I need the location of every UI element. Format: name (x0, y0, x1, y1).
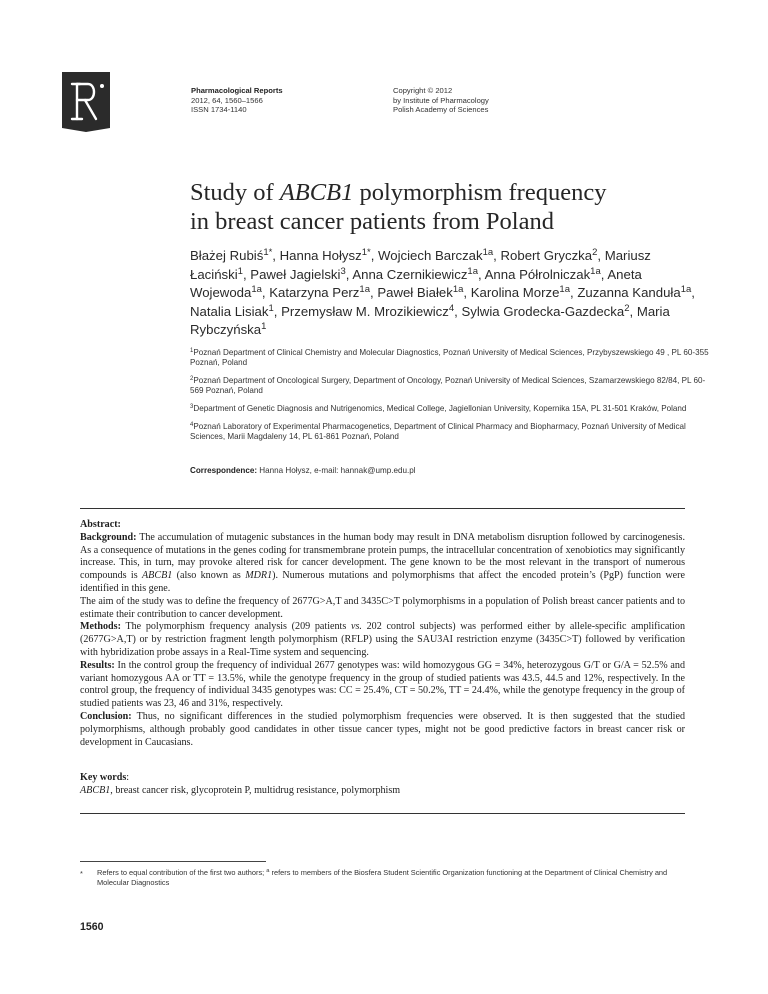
title-gene: ABCB1 (279, 179, 354, 206)
correspondence (190, 466, 710, 476)
author: Karolina Morze$^{1a}$ (470, 284, 570, 301)
author: Wojciech Barczak$^{1a}$ (378, 247, 494, 263)
affiliation: $^2$Poznań Department of Oncological Surgery, Department of Oncology, Poznań University of Medical Sciences, Szamarzewskiego 82/84, PL 60-569 Poznań, Poland (190, 376, 706, 396)
copyright-line: by Institute of Pharmacology (393, 95, 489, 105)
abstract-bottom-rule (80, 813, 685, 814)
author: Anna Półrolniczak$^{1a}$ (484, 265, 601, 282)
footnote-rule (80, 861, 266, 862)
journal-issn: ISSN 1734-1140 (191, 105, 247, 115)
title-line-2: in breast cancer patients from Poland (190, 208, 554, 235)
keywords: Key words: ABCB1, breast cancer risk, glycoprotein P, multidrug resistance, polymorphism (80, 772, 401, 796)
copyright-line: Polish Academy of Sciences (393, 105, 489, 115)
author: Paweł Jagielski$^3$ (250, 265, 346, 282)
abstract (80, 519, 685, 749)
footnote: * Refers to equal contribution of the first two authors; $^a$ refers to members of the Biosfera Student Scientific Organization functioning at the Department of Clinical Chemistry and Molecular Diagnostics (80, 868, 668, 887)
author: Przemysław M. Mrozikiewicz$^4$ (281, 302, 455, 319)
affiliation: $^3$Department of Genetic Diagnosis and Nutrigenomics, Medical College, Jagiellonian University, Kopernika 15A, PL 31-501 Kraków, Poland (190, 404, 687, 413)
journal-logo-icon (58, 72, 114, 132)
article-title (190, 178, 710, 236)
author: Anna Czernikiewicz$^{1a}$ (352, 265, 478, 282)
author: Robert Gryczka$^2$ (500, 247, 598, 263)
copyright-line: Copyright © 2012 (393, 86, 453, 95)
affiliation: $^1$Poznań Department of Clinical Chemistry and Molecular Diagnostics, Poznań University of Medical Sciences, Przybyszewskiego 49 , PL 60-355 Poznań, Poland (190, 348, 709, 368)
affiliation: $^4$Poznań Laboratory of Experimental Pharmacogenetics, Department of Clinical Pharmacy and Biopharmacy, Poznań University of Medical Sciences, Marii Magdaleny 14, PL 61-861 Poznań, Poland (190, 421, 686, 441)
title-text: Study of (190, 179, 280, 206)
abstract-background: Background: The accumulation of mutagenic substances in the human body may result in DNA metabolism disruption followed by carcinogenesis. As a consequence of mutations in the genes coding for transmembrane protein pumps, the intracellular concentration of xenobiotics may significantly increase. This, in turn, may provoke altered risk for cancer development. The gene known to be the most relevant in the transport of numerous compounds is ABCB1 (also known as MDR1). Numerous mutations and polymorphisms that affect the encoded protein’s (PgP) function were identified in this gene. (80, 531, 686, 594)
page-number: 1560 (80, 921, 104, 933)
journal-volume: 2012, 64, 1560–1566 (191, 95, 263, 105)
abstract-conclusion: Conclusion: Thus, no significant differences in the studied polymorphism frequencies were observed. It is then suggested that the studied polymorphisms, although probably good candidates in other tissue cancer types, might not be good predictive factors in breast cancer risk or development in Caucasians. (80, 710, 685, 748)
correspondence-text: Hanna Hołysz, e-mail: hannak@ump.edu.pl (259, 466, 416, 475)
footnote-mark: * (80, 869, 83, 878)
copyright-info (393, 86, 593, 115)
author: Maria Rybczyńska$^1$ (190, 303, 670, 338)
journal-info (191, 86, 371, 115)
author: Błażej Rubiś$^{1*}$ (190, 247, 273, 263)
keyword-gene: ABCB1 (80, 784, 111, 796)
author: Hanna Hołysz$^{1*}$ (279, 247, 371, 263)
keywords-heading: Key words (80, 772, 127, 783)
author-list: Błażej Rubiś$^{1*}$, Hanna Hołysz$^{1*}$, Wojciech Barczak$^{1a}$, Robert Gryczka$^2$, Mariusz Łaciński$^1$, Paweł Jagielski$^3$, Anna Czernikiewicz$^{1a}$, Anna Półrolniczak$^{1a}$, Aneta Wojewoda$^{1a}$, Katarzyna Perz$^{1a}$, Paweł Białek$^{1a}$, Karolina Morze$^{1a}$, Zuzanna Kanduła$^{1a}$, Natalia Lisiak$^1$, Przemysław M. Mrozikiewicz$^4$, Sylwia Grodecka-Gazdecka$^2$, Maria Rybczyńska$^1$ (190, 247, 695, 338)
keyword-list: , breast cancer risk, glycoprotein P, multidrug resistance, polymorphism (110, 784, 401, 796)
author: Mariusz Łaciński$^1$ (190, 248, 651, 282)
author: Aneta Wojewoda$^{1a}$ (190, 266, 642, 301)
abstract-results: Results: In the control group the frequency of individual 2677 genotypes was: wild homozygous GG = 34%, heterozygous G/T or G/A = 52.5% and variant homozygous AA or TT = 13.5%, while the genotype frequency in the group of studied patients was 43.5, 44.5 and 12%, respectively. In the control group, the frequency of individual 3435 genotypes was: CC = 25.4%, CT = 50.2%, TT = 24.4%, while the genotype frequency in the group of studied patients was 23, 46 and 31%, respectively. (80, 659, 686, 710)
affiliation-list (190, 348, 710, 450)
title-text: polymorphism frequency (353, 179, 607, 206)
abstract-methods: Methods: The polymorphism frequency analysis (209 patients vs. 202 control subjects) was performed either by allele-specific amplification (2677G>A,T) or by restriction fragment length polymorphism (RFLP) using the SAU3AI restriction enzyme (3435C>T) followed by verification with hybridization probe assays in a Real-Time system and sequencing. (80, 621, 685, 658)
author: Natalia Lisiak$^1$ (190, 302, 274, 319)
correspondence-label: Correspondence: (190, 466, 258, 475)
abstract-aim: The aim of the study was to define the frequency of 2677G>A,T and 3435C>T polymorphisms in a population of Polish breast cancer patients and to estimate their contribution to cancer development. (80, 595, 685, 620)
journal-name: Pharmacological Reports (191, 86, 283, 95)
abstract-heading: Abstract: (80, 519, 121, 530)
author: Katarzyna Perz$^{1a}$ (269, 284, 370, 301)
abstract-top-rule (80, 508, 685, 509)
author: Zuzanna Kanduła$^{1a}$ (577, 284, 692, 301)
author: Sylwia Grodecka-Gazdecka$^2$ (461, 302, 630, 319)
author: Paweł Białek$^{1a}$ (377, 284, 464, 301)
